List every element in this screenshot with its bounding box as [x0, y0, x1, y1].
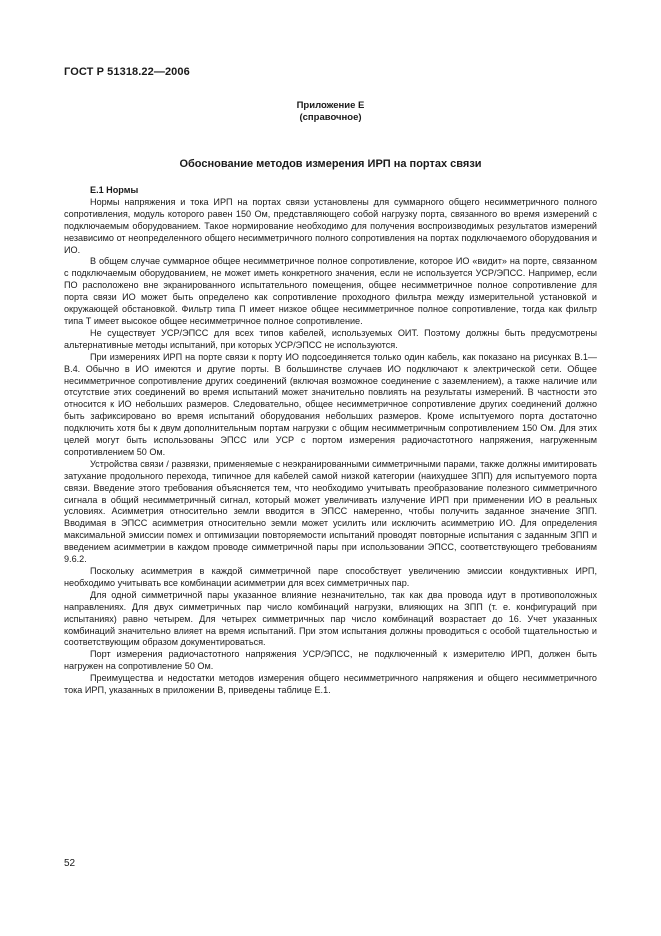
paragraph: Нормы напряжения и тока ИРП на портах связи установлены для суммарного общего несимметричного полного сопротивления, модуль которого равен 150 Ом, представляющего собой нагрузку порта, связанного во время измерений с подключаемым оборудованием. Такое нормирование необходимо для получения воспроизводимых результатов измерений независимо от неопределенного общего несимметричного полного сопротивления на портах подключаемого оборудования и ИО.: [64, 196, 597, 255]
body-text: [64, 185, 597, 697]
page-number: 52: [64, 858, 76, 869]
paragraph: При измерениях ИРП на порте связи к порту ИО подсоединяется только один кабель, как показано на рисунках В.1—В.4. Обычно в ИО имеются и другие порты. В большинстве случаев ИО подключают к электрической сети. Общее несимметричное сопротивление других соединений (включая возможное соединение с заземлением), а также наличие или отсутствие этих соединений во время испытаний может значительно повлиять на результаты измерений. В частности это относится к ИО небольших размеров. Следовательно, общее несимметричное сопротивление других соединений должно быть зафиксировано во время испытаний оборудования небольших размеров. Кроме испытуемого порта достаточно подключить хотя бы к двум дополнительным портам нагрузки с общим несимметричным сопротивлением 150 Ом. Для этих целей могут быть использованы ЭПСС или УСР с портом измерения радиочастотного напряжения, нагруженным сопротивлением 50 Ом.: [64, 351, 597, 457]
section-heading: Е.1 Нормы: [90, 185, 139, 195]
document-code: ГОСТ Р 51318.22—2006: [64, 66, 190, 78]
paragraph: В общем случае суммарное общее несимметричное полное сопротивление, которое ИО «видит» на порте, связанном с подключаемым оборудованием, не может иметь конкретного значения, если не используется УСР/ЭПСС. Например, если ПО расположено вне экранированного испытательного помещения, общее несимметричное полное сопротивление для порта связи ИО может быть определено как сопротивление проходного фильтра между измерительной установкой и окружающей обстановкой. Фильтр типа П имеет низкое общее несимметричное полное сопротивление, тогда как фильтр типа Т имеет высокое общее несимметричное полное сопротивление.: [64, 256, 597, 326]
paragraph: Для одной симметричной пары указанное влияние незначительно, так как два провода идут в противоположных направлениях. Для двух симметричных пар число комбинаций нагрузки, влияющих на ЗПП (т. е. конфигураций при испытаниях) равно четырем. Для четырех симметричных пар число комбинаций возрастает до 16. Учет указанных комбинаций значительно влияет на время испытаний. При этом испытания должны проводиться с особой тщательностью и соответствующим образом документироваться.: [64, 589, 597, 648]
appendix-type: (справочное): [299, 112, 362, 123]
paragraph: Поскольку асимметрия в каждой симметричной паре способствует увеличению эмиссии кондуктивных ИРП, необходимо учитывать все комбинации асимметрии для всех симметричных пар.: [64, 566, 597, 588]
paragraph: Не существует УСР/ЭПСС для всех типов кабелей, используемых ОИТ. Поэтому должны быть предусмотрены альтернативные методы испытаний, при которых УСР/ЭПСС не используются.: [64, 327, 597, 350]
appendix-title: Приложение Е: [296, 100, 365, 111]
main-title: Обоснование методов измерения ИРП на портах связи: [179, 158, 482, 170]
paragraph: Порт измерения радиочастотного напряжения УСР/ЭПСС, не подключенный к измерителю ИРП, должен быть нагружен на сопротивление 50 Ом.: [64, 649, 597, 672]
paragraph: Преимущества и недостатки методов измерения общего несимметричного напряжения и общего несимметричного тока ИРП, указанных в приложении В, приведены таблице Е.1.: [64, 673, 597, 696]
paragraph: Устройства связи / развязки, применяемые с неэкранированными симметричными парами, также должны имитировать затухание продольного перехода, типичное для кабелей самой низкой категории (наихудшее ЗПП) для испытуемого порта связи. Введение этого требования объясняется тем, что необходимо учитывать преобразование полезного симметричного сигнала в общий несимметричный сигнал, который может увеличивать излучение ИРП при применении ИО в реальных условиях. Асимметрия относительно земли вводится в ЭПСС намеренно, чтобы получить заданное значение ЗПП. Вводимая в ЭПСС асимметрия относительно земли может усилить или исключить асимметрию ИО. Для определения максимальной эмиссии помех и оптимизации повторяемости испытаний проводят повторные испытания с заданным ЗПП и введением асимметрии в каждом проводе симметричной пары при использовании ЭПСС, соответствующего требованиям 9.6.2.: [64, 458, 597, 565]
